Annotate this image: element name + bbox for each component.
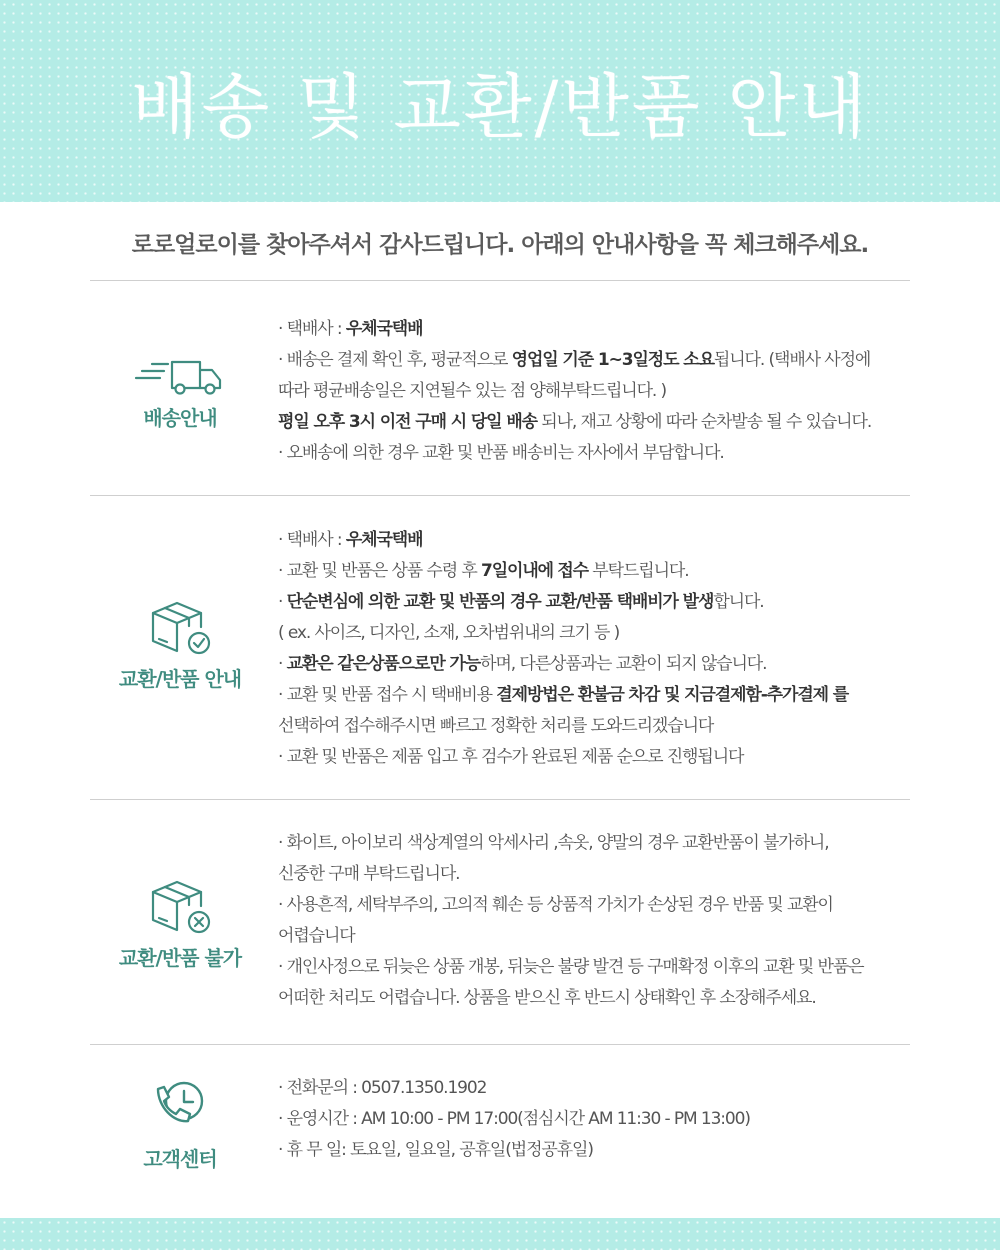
footer-banner	[0, 1218, 1000, 1250]
delivery-truck-icon	[132, 358, 228, 398]
divider	[90, 495, 910, 496]
divider	[90, 799, 910, 800]
list-item: 어떠한 처리도 어렵습니다. 상품을 받으신 후 반드시 상태확인 후 소장해주세요.	[278, 988, 816, 1008]
list-item: · 운영시간 : AM 10:00 - PM 17:00(점심시간 AM 11:30 - PM 13:00)	[278, 1109, 750, 1129]
list-item: 선택하여 접수해주시면 빠르고 정확한 처리를 도와드리겠습니다	[278, 716, 714, 736]
list-item: · 사용흔적, 세탁부주의, 고의적 훼손 등 상품적 가치가 손상된 경우 반품 및 교환이	[278, 895, 833, 915]
list-item: · 단순변심에 의한 교환 및 반품의 경우 교환/반품 택배비가 발생합니다.	[278, 592, 764, 612]
box-x-icon	[145, 878, 215, 938]
list-item: · 화이트, 아이보리 색상계열의 악세사리 ,속옷, 양말의 경우 교환반품이 불가하니,	[278, 833, 829, 853]
shipping-section	[90, 312, 910, 482]
page-title: 배송 및 교환/반품 안내	[131, 65, 869, 148]
list-item: · 휴 무 일: 토요일, 일요일, 공휴일(법정공휴일)	[278, 1140, 593, 1160]
section-label: 교환/반품 안내	[118, 667, 242, 691]
no-exchange-body	[278, 828, 918, 1014]
divider	[90, 1044, 910, 1045]
list-item: · 택배사 : 우체국택배	[278, 319, 423, 339]
list-item: · 교환은 같은상품으로만 가능하며, 다른상품과는 교환이 되지 않습니다.	[278, 654, 767, 674]
intro-text: 로로얼로이를 찾아주셔서 감사드립니다. 아래의 안내사항을 꼭 체크해주세요.	[131, 232, 869, 258]
list-item: · 택배사 : 우체국택배	[278, 530, 423, 550]
exchange-icon-block	[90, 599, 270, 692]
list-item: · 전화문의 : 0507.1350.1902	[278, 1078, 487, 1098]
list-item: 평일 오후 3시 이전 구매 시 당일 배송 되나, 재고 상황에 따라 순차발송 될 수 있습니다.	[278, 412, 872, 432]
section-label: 배송안내	[143, 406, 217, 430]
no-exchange-section	[90, 828, 910, 1028]
support-section	[90, 1073, 910, 1193]
list-item: · 교환 및 반품 접수 시 택배비용 결제방법은 환불금 차감 및 지금결제함-추가결제 를	[278, 685, 849, 705]
header-banner	[0, 0, 1000, 202]
support-body	[278, 1073, 918, 1166]
list-item: 어렵습니다	[278, 926, 355, 946]
phone-clock-icon	[150, 1077, 210, 1133]
support-icon-block	[90, 1077, 270, 1172]
box-check-icon	[145, 599, 215, 659]
list-item: 따라 평균배송일은 지연될수 있는 점 양해부탁드립니다. )	[278, 381, 667, 401]
list-item: · 교환 및 반품은 제품 입고 후 검수가 완료된 제품 순으로 진행됩니다	[278, 747, 744, 767]
no-exchange-icon-block	[90, 878, 270, 971]
list-item: 신중한 구매 부탁드립니다.	[278, 864, 460, 884]
list-item: · 개인사정으로 뒤늦은 상품 개봉, 뒤늦은 불량 발견 등 구매확정 이후의 교환 및 반품은	[278, 957, 864, 977]
shipping-icon-block	[90, 358, 270, 431]
list-item: · 배송은 결제 확인 후, 평균적으로 영업일 기준 1~3일정도 소요됩니다. (택배사 사정에	[278, 350, 871, 370]
divider	[90, 280, 910, 281]
exchange-body	[278, 525, 918, 773]
list-item: ( ex. 사이즈, 디자인, 소재, 오차범위내의 크기 등 )	[278, 623, 620, 643]
list-item: · 교환 및 반품은 상품 수령 후 7일이내에 접수 부탁드립니다.	[278, 561, 689, 581]
list-item: · 오배송에 의한 경우 교환 및 반품 배송비는 자사에서 부담합니다.	[278, 443, 724, 463]
exchange-section	[90, 525, 910, 785]
section-label: 교환/반품 불가	[118, 946, 242, 970]
shipping-body	[278, 314, 918, 469]
section-label: 고객센터	[143, 1147, 217, 1171]
